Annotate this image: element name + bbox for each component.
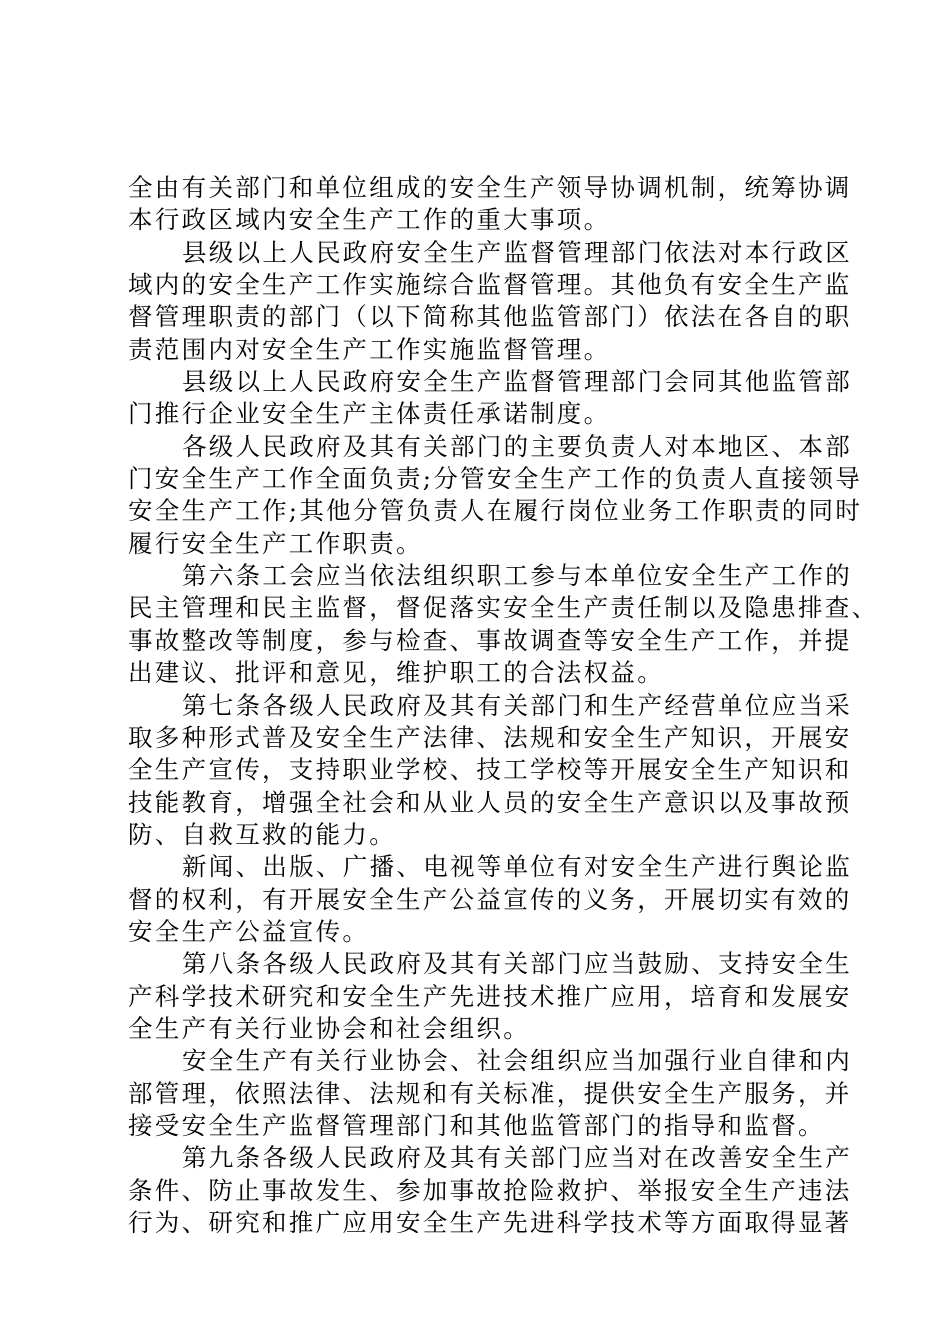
- paragraph-line: 门推行企业安全生产主体责任承诺制度。: [128, 399, 611, 429]
- paragraph-line: 防、自救互救的能力。: [128, 819, 396, 849]
- paragraph-line: 第六条工会应当依法组织职工参与本单位安全生产工作的: [182, 561, 852, 591]
- paragraph-line: 第九条各级人民政府及其有关部门应当对在改善安全生产: [182, 1143, 852, 1173]
- paragraph-line: 县级以上人民政府安全生产监督管理部门会同其他监管部: [182, 367, 852, 397]
- paragraph-line: 安全生产公益宣传。: [128, 916, 370, 946]
- paragraph-line: 技能教育，增强全社会和从业人员的安全生产意识以及事故预: [128, 787, 852, 817]
- paragraph-line: 出建议、批评和意见，维护职工的合法权益。: [128, 658, 664, 688]
- paragraph-line: 第七条各级人民政府及其有关部门和生产经营单位应当采: [182, 690, 852, 720]
- paragraph-line: 部管理，依照法律、法规和有关标准，提供安全生产服务，并: [128, 1078, 852, 1108]
- paragraph-line: 全由有关部门和单位组成的安全生产领导协调机制，统筹协调: [128, 173, 852, 202]
- paragraph-line: 第八条各级人民政府及其有关部门应当鼓励、支持安全生: [182, 949, 852, 979]
- paragraph-line: 取多种形式普及安全生产法律、法规和安全生产知识，开展安: [128, 722, 852, 752]
- paragraph-line: 行为、研究和推广应用安全生产先进科学技术等方面取得显著: [128, 1208, 852, 1237]
- paragraph-line: 条件、防止事故发生、参加事故抢险救护、举报安全生产违法: [128, 1175, 852, 1205]
- paragraph-line: 安全生产有关行业协会、社会组织应当加强行业自律和内: [182, 1046, 852, 1076]
- paragraph: [128, 1142, 852, 1239]
- paragraph-line: 事故整改等制度，参与检查、事故调查等安全生产工作，并提: [128, 625, 852, 655]
- paragraph: [128, 1045, 852, 1142]
- paragraph: [128, 560, 879, 689]
- paragraph: [128, 690, 852, 852]
- paragraph-line: 全生产有关行业协会和社会组织。: [128, 1013, 530, 1043]
- paragraph: [128, 431, 863, 560]
- paragraph-line: 安全生产工作;其他分管负责人在履行岗位业务工作职责的同时: [128, 496, 863, 526]
- paragraph-line: 域内的安全生产工作实施综合监督管理。其他负有安全生产监: [128, 270, 852, 300]
- paragraph-line: 全生产宣传，支持职业学校、技工学校等开展安全生产知识和: [128, 755, 852, 785]
- paragraph-line: 民主管理和民主监督，督促落实安全生产责任制以及隐患排查、: [128, 593, 879, 623]
- paragraph: [128, 366, 852, 431]
- paragraph: [128, 237, 852, 366]
- paragraph-line: 履行安全生产工作职责。: [128, 528, 423, 558]
- paragraph: [128, 948, 852, 1045]
- paragraph: [128, 172, 852, 237]
- paragraph-line: 新闻、出版、广播、电视等单位有对安全生产进行舆论监: [182, 852, 852, 882]
- paragraph-line: 责范围内对安全生产工作实施监督管理。: [128, 334, 611, 364]
- paragraph: [128, 851, 852, 948]
- paragraph-line: 督管理职责的部门（以下简称其他监管部门）依法在各自的职: [128, 302, 852, 332]
- paragraph-line: 县级以上人民政府安全生产监督管理部门依法对本行政区: [182, 237, 852, 267]
- document-body: [128, 172, 879, 1239]
- paragraph-line: 门安全生产工作全面负责;分管安全生产工作的负责人直接领导: [128, 464, 863, 494]
- paragraph-line: 本行政区域内安全生产工作的重大事项。: [128, 205, 611, 235]
- paragraph-line: 各级人民政府及其有关部门的主要负责人对本地区、本部: [182, 431, 852, 461]
- paragraph-line: 接受安全生产监督管理部门和其他监管部门的指导和监督。: [128, 1110, 825, 1140]
- paragraph-line: 产科学技术研究和安全生产先进技术推广应用，培育和发展安: [128, 981, 852, 1011]
- paragraph-line: 督的权利，有开展安全生产公益宣传的义务，开展切实有效的: [128, 884, 852, 914]
